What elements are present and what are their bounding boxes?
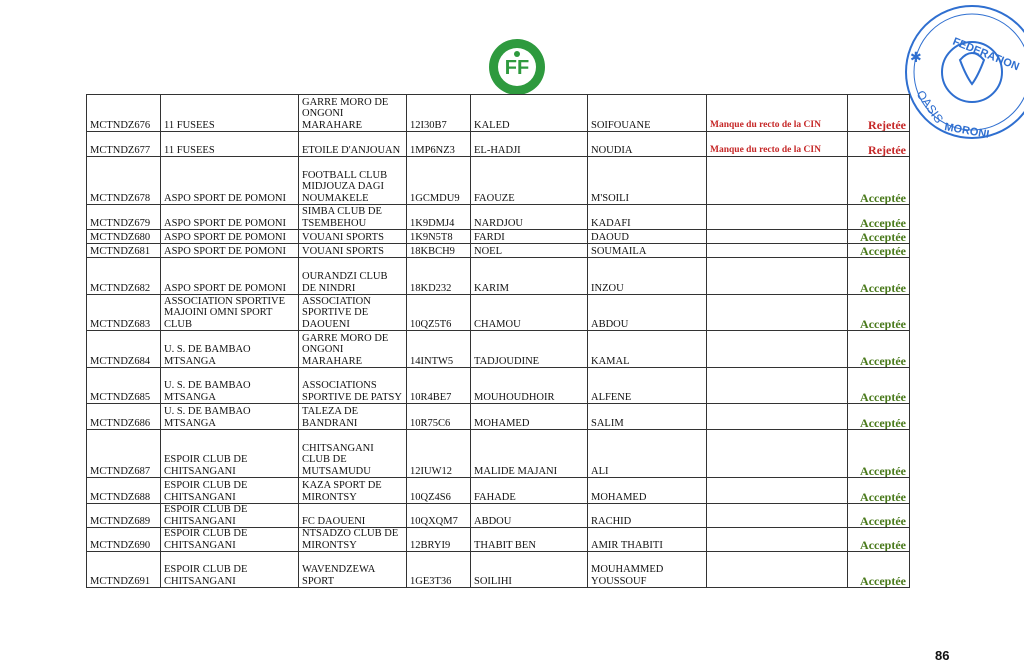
- player-id-cell: MCTNDZ685: [87, 368, 161, 404]
- club-cell: ASSOCIATION SPORTIVE MAJOINI OMNI SPORT CLUB: [161, 295, 299, 331]
- registration-table: [86, 94, 910, 588]
- svg-text:OASIS: OASIS: [913, 87, 947, 126]
- status-cell: Acceptée: [848, 205, 910, 230]
- table-row: [87, 528, 910, 552]
- player-id-cell: MCTNDZ678: [87, 157, 161, 205]
- rejection-reason-cell: [707, 258, 848, 295]
- club-cell: ASPO SPORT DE POMONI: [161, 258, 299, 295]
- svg-text:✱: ✱: [910, 50, 922, 66]
- origin-team-cell: FOOTBALL CLUB MIDJOUZA DAGI NOUMAKELE: [299, 157, 407, 205]
- first-name-cell: MALIDE MAJANI: [471, 430, 588, 478]
- origin-team-cell: WAVENDZEWA SPORT: [299, 552, 407, 588]
- licence-code-cell: 1K9N5T8: [407, 230, 471, 244]
- licence-code-cell: 18KD232: [407, 258, 471, 295]
- origin-team-cell: ASSOCIATIONS SPORTIVE DE PATSY: [299, 368, 407, 404]
- page-number: 86: [935, 648, 950, 663]
- table-row: [87, 430, 910, 478]
- first-name-cell: TADJOUDINE: [471, 331, 588, 368]
- svg-text:FF: FF: [504, 57, 530, 79]
- first-name-cell: KALED: [471, 95, 588, 132]
- first-name-cell: FARDI: [471, 230, 588, 244]
- table-row: [87, 404, 910, 430]
- player-id-cell: MCTNDZ679: [87, 205, 161, 230]
- status-cell: Acceptée: [848, 157, 910, 205]
- licence-code-cell: 10QZ4S6: [407, 478, 471, 504]
- last-name-cell: MOUHAMMED YOUSSOUF: [588, 552, 707, 588]
- player-id-cell: MCTNDZ689: [87, 504, 161, 528]
- last-name-cell: SOIFOUANE: [588, 95, 707, 132]
- last-name-cell: DAOUD: [588, 230, 707, 244]
- status-cell: Acceptée: [848, 230, 910, 244]
- player-id-cell: MCTNDZ680: [87, 230, 161, 244]
- origin-team-cell: GARRE MORO DE ONGONI MARAHARE: [299, 331, 407, 368]
- player-id-cell: MCTNDZ690: [87, 528, 161, 552]
- club-cell: ESPOIR CLUB DE CHITSANGANI: [161, 552, 299, 588]
- status-cell: Acceptée: [848, 258, 910, 295]
- club-cell: U. S. DE BAMBAO MTSANGA: [161, 404, 299, 430]
- last-name-cell: INZOU: [588, 258, 707, 295]
- club-cell: ESPOIR CLUB DE CHITSANGANI: [161, 430, 299, 478]
- first-name-cell: FAHADE: [471, 478, 588, 504]
- table-row: [87, 132, 910, 157]
- rejection-reason-cell: [707, 230, 848, 244]
- licence-code-cell: 10QZ5T6: [407, 295, 471, 331]
- rejection-reason-cell: Manque du recto de la CIN: [707, 132, 848, 157]
- origin-team-cell: VOUANI SPORTS: [299, 230, 407, 244]
- licence-code-cell: 1GCMDU9: [407, 157, 471, 205]
- club-cell: 11 FUSEES: [161, 95, 299, 132]
- licence-code-cell: 18KBCH9: [407, 244, 471, 258]
- last-name-cell: ALI: [588, 430, 707, 478]
- status-cell: Rejetée: [848, 132, 910, 157]
- table-row: [87, 230, 910, 244]
- origin-team-cell: FC DAOUENI: [299, 504, 407, 528]
- first-name-cell: CHAMOU: [471, 295, 588, 331]
- first-name-cell: KARIM: [471, 258, 588, 295]
- licence-code-cell: 10R4BE7: [407, 368, 471, 404]
- player-id-cell: MCTNDZ683: [87, 295, 161, 331]
- last-name-cell: ABDOU: [588, 295, 707, 331]
- first-name-cell: NARDJOU: [471, 205, 588, 230]
- club-cell: U. S. DE BAMBAO MTSANGA: [161, 368, 299, 404]
- table-row: [87, 552, 910, 588]
- first-name-cell: THABIT BEN: [471, 528, 588, 552]
- status-cell: Rejetée: [848, 95, 910, 132]
- origin-team-cell: KAZA SPORT DE MIRONTSY: [299, 478, 407, 504]
- rejection-reason-cell: [707, 478, 848, 504]
- club-cell: U. S. DE BAMBAO MTSANGA: [161, 331, 299, 368]
- club-cell: ESPOIR CLUB DE CHITSANGANI: [161, 504, 299, 528]
- player-id-cell: MCTNDZ687: [87, 430, 161, 478]
- table-row: [87, 368, 910, 404]
- rejection-reason-cell: [707, 244, 848, 258]
- rejection-reason-cell: [707, 157, 848, 205]
- rejection-reason-cell: [707, 331, 848, 368]
- player-id-cell: MCTNDZ682: [87, 258, 161, 295]
- origin-team-cell: TALEZA DE BANDRANI: [299, 404, 407, 430]
- rejection-reason-cell: [707, 205, 848, 230]
- last-name-cell: RACHID: [588, 504, 707, 528]
- first-name-cell: ABDOU: [471, 504, 588, 528]
- licence-code-cell: 1GE3T36: [407, 552, 471, 588]
- first-name-cell: MOHAMED: [471, 404, 588, 430]
- status-cell: Acceptée: [848, 552, 910, 588]
- origin-team-cell: OURANDZI CLUB DE NINDRI: [299, 258, 407, 295]
- player-id-cell: MCTNDZ684: [87, 331, 161, 368]
- status-cell: Acceptée: [848, 528, 910, 552]
- origin-team-cell: GARRE MORO DE ONGONI MARAHARE: [299, 95, 407, 132]
- first-name-cell: FAOUZE: [471, 157, 588, 205]
- club-cell: ASPO SPORT DE POMONI: [161, 244, 299, 258]
- origin-team-cell: VOUANI SPORTS: [299, 244, 407, 258]
- rejection-reason-cell: [707, 504, 848, 528]
- licence-code-cell: 1MP6NZ3: [407, 132, 471, 157]
- club-cell: 11 FUSEES: [161, 132, 299, 157]
- status-cell: Acceptée: [848, 504, 910, 528]
- player-id-cell: MCTNDZ691: [87, 552, 161, 588]
- first-name-cell: SOILIHI: [471, 552, 588, 588]
- status-cell: Acceptée: [848, 430, 910, 478]
- first-name-cell: NOEL: [471, 244, 588, 258]
- last-name-cell: ALFENE: [588, 368, 707, 404]
- club-cell: ESPOIR CLUB DE CHITSANGANI: [161, 478, 299, 504]
- origin-team-cell: SIMBA CLUB DE TSEMBEHOU: [299, 205, 407, 230]
- last-name-cell: MOHAMED: [588, 478, 707, 504]
- status-cell: Acceptée: [848, 244, 910, 258]
- licence-code-cell: 10R75C6: [407, 404, 471, 430]
- rejection-reason-cell: [707, 404, 848, 430]
- club-cell: ASPO SPORT DE POMONI: [161, 230, 299, 244]
- licence-code-cell: 1K9DMJ4: [407, 205, 471, 230]
- first-name-cell: MOUHOUDHOIR: [471, 368, 588, 404]
- last-name-cell: KADAFI: [588, 205, 707, 230]
- last-name-cell: KAMAL: [588, 331, 707, 368]
- table-row: [87, 258, 910, 295]
- rejection-reason-cell: [707, 528, 848, 552]
- origin-team-cell: ETOILE D'ANJOUAN: [299, 132, 407, 157]
- svg-text:MORONI: MORONI: [943, 121, 991, 141]
- federation-logo: [488, 38, 546, 96]
- last-name-cell: SALIM: [588, 404, 707, 430]
- licence-code-cell: 12I30B7: [407, 95, 471, 132]
- federation-stamp: [900, 2, 1024, 152]
- status-cell: Acceptée: [848, 404, 910, 430]
- table-row: [87, 295, 910, 331]
- first-name-cell: EL-HADJI: [471, 132, 588, 157]
- club-cell: ASPO SPORT DE POMONI: [161, 205, 299, 230]
- licence-code-cell: 14INTW5: [407, 331, 471, 368]
- table-row: [87, 157, 910, 205]
- rejection-reason-cell: Manque du recto de la CIN: [707, 95, 848, 132]
- table-row: [87, 331, 910, 368]
- table-row: [87, 205, 910, 230]
- player-id-cell: MCTNDZ688: [87, 478, 161, 504]
- rejection-reason-cell: [707, 430, 848, 478]
- origin-team-cell: CHITSANGANI CLUB DE MUTSAMUDU: [299, 430, 407, 478]
- status-cell: Acceptée: [848, 331, 910, 368]
- rejection-reason-cell: [707, 368, 848, 404]
- last-name-cell: NOUDIA: [588, 132, 707, 157]
- status-cell: Acceptée: [848, 295, 910, 331]
- licence-code-cell: 10QXQM7: [407, 504, 471, 528]
- svg-text:FEDERATION: FEDERATION: [950, 35, 1021, 74]
- player-id-cell: MCTNDZ676: [87, 95, 161, 132]
- last-name-cell: SOUMAILA: [588, 244, 707, 258]
- licence-code-cell: 12BRYI9: [407, 528, 471, 552]
- last-name-cell: AMIR THABITI: [588, 528, 707, 552]
- table-row: [87, 95, 910, 132]
- player-id-cell: MCTNDZ677: [87, 132, 161, 157]
- status-cell: Acceptée: [848, 478, 910, 504]
- last-name-cell: M'SOILI: [588, 157, 707, 205]
- player-id-cell: MCTNDZ681: [87, 244, 161, 258]
- table-row: [87, 504, 910, 528]
- status-cell: Acceptée: [848, 368, 910, 404]
- registration-table-body: [87, 95, 910, 588]
- club-cell: ESPOIR CLUB DE CHITSANGANI: [161, 528, 299, 552]
- rejection-reason-cell: [707, 295, 848, 331]
- rejection-reason-cell: [707, 552, 848, 588]
- licence-code-cell: 12IUW12: [407, 430, 471, 478]
- player-id-cell: MCTNDZ686: [87, 404, 161, 430]
- table-row: [87, 478, 910, 504]
- origin-team-cell: NTSADZO CLUB DE MIRONTSY: [299, 528, 407, 552]
- origin-team-cell: ASSOCIATION SPORTIVE DE DAOUENI: [299, 295, 407, 331]
- table-row: [87, 244, 910, 258]
- club-cell: ASPO SPORT DE POMONI: [161, 157, 299, 205]
